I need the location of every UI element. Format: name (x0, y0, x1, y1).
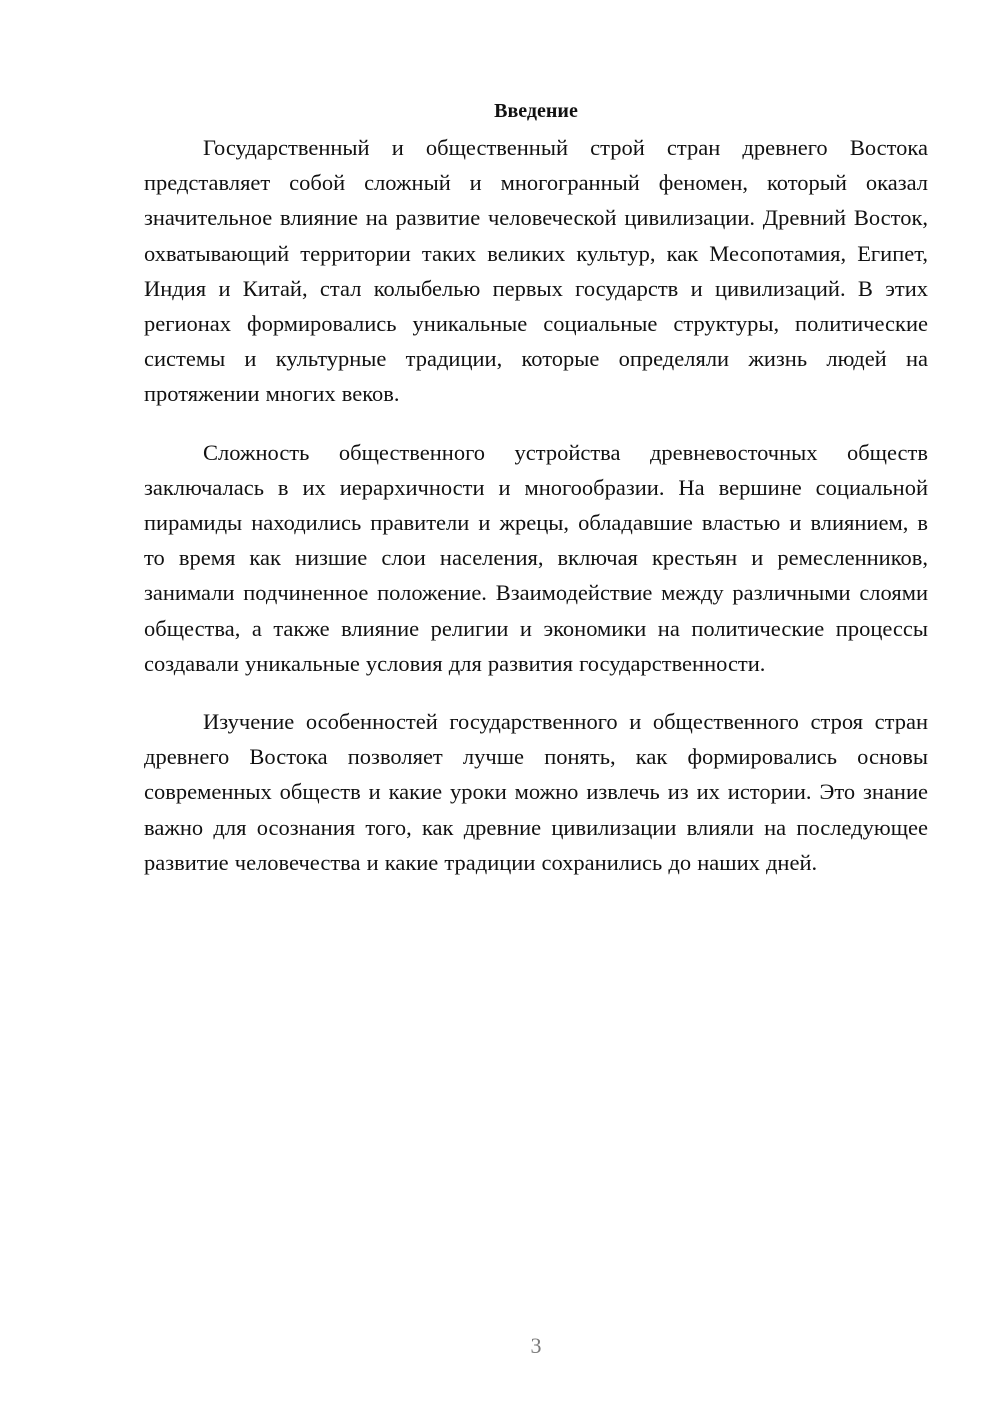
document-body (144, 95, 928, 903)
paragraph-3: Изучение особенностей государственного и общественного строя стран древнего Востока позволяет лучше понять, как формировались основы современных обществ и какие уроки можно извлечь из их истории. Это знание важно для осознания того, как древние цивилизации влияли на последующее развитие человечества и какие традиции сохранились до наших дней. (144, 709, 928, 875)
page-number: 3 (530, 1333, 542, 1358)
paragraph-1: Государственный и общественный строй стран древнего Востока представляет собой сложный и многогранный феномен, который оказал значительное влияние на развитие человеческой цивилизации. Древний Восток, охватывающий территории таких великих культур, как Месопотамия, Египет, Индия и Китай, стал колыбелью первых государств и цивилизаций. В этих регионах формировались уникальные социальные структуры, политические системы и культурные традиции, которые определяли жизнь людей на протяжении многих веков. (144, 135, 928, 407)
section-title: Введение (494, 100, 578, 122)
paragraph-2: Сложность общественного устройства древневосточных обществ заключалась в их иерархичности и многообразии. На вершине социальной пирамиды находились правители и жрецы, обладавшие властью и влиянием, в то время как низшие слои населения, включая крестьян и ремесленников, занимали подчиненное положение. Взаимодействие между различными слоями общества, а также влияние религии и экономики на политические процессы создавали уникальные условия для развития государственности. (144, 439, 928, 676)
